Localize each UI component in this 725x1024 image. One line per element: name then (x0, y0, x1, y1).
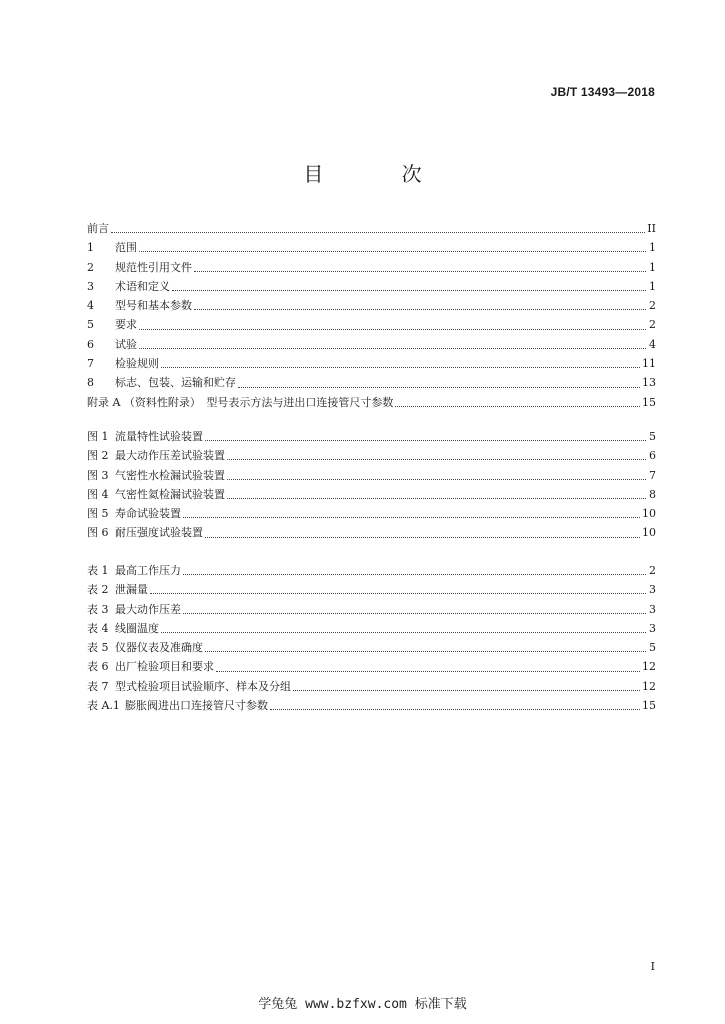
toc-entry[interactable] (87, 428, 656, 447)
page-title: 目 次 (303, 162, 458, 186)
toc-entry-page: II (647, 222, 656, 235)
toc-entry-number: 表 A.1 (87, 699, 120, 713)
toc-entry-label: 要求 (115, 318, 137, 332)
toc-entry-label: 仪器仪表及准确度 (115, 641, 203, 655)
toc-entry-label: 检验规则 (115, 357, 159, 371)
toc-entry-page: 3 (649, 602, 656, 616)
toc-entry-page: 1 (649, 260, 656, 274)
toc-entry-label: 气密性氦检漏试验装置 (115, 487, 225, 501)
toc-entry-page: 5 (649, 641, 656, 655)
toc-entry-page: 3 (649, 583, 656, 597)
toc-entry-label: 标志、包装、运输和贮存 (115, 376, 236, 390)
toc-entry-page: 12 (642, 660, 656, 674)
dot-leader (172, 290, 646, 291)
dot-leader (238, 387, 640, 388)
toc-figures-section (87, 428, 656, 544)
standard-code: JB/T 13493—2018 (550, 85, 655, 99)
dot-leader (139, 329, 646, 330)
toc-entry-number: 图 6 (87, 526, 109, 540)
dot-leader (395, 406, 640, 407)
toc-entry-page: 2 (649, 318, 656, 332)
toc-entry-label: 膨胀阀进出口连接管尺寸参数 (125, 699, 268, 713)
toc-entry-number: 1 (87, 241, 94, 255)
dot-leader (205, 651, 646, 652)
toc-entry-label: 试验 (115, 337, 137, 351)
toc-entry-page: 15 (642, 699, 656, 713)
dot-leader (194, 271, 646, 272)
dot-leader (205, 537, 640, 538)
toc-entry-number: 2 (87, 260, 94, 274)
toc-entry-number: 图 2 (87, 449, 109, 463)
toc-entry-page: 11 (642, 357, 656, 371)
dot-leader (161, 367, 640, 368)
toc-entry-label: 型号和基本参数 (115, 299, 192, 313)
toc-entry-number: 表 3 (87, 602, 109, 616)
toc-entry-number: 5 (87, 318, 94, 332)
toc-entry-number: 表 2 (87, 583, 109, 597)
toc-entry[interactable] (87, 505, 656, 524)
toc-entry-page: 10 (642, 507, 656, 521)
toc-entry-number: 7 (87, 357, 94, 371)
toc-entry-number: 表 5 (87, 641, 109, 655)
toc-entry-label: 最高工作压力 (115, 564, 181, 577)
dot-leader (161, 632, 646, 633)
toc-entry[interactable] (87, 467, 656, 486)
toc-entry-number: 3 (87, 279, 94, 293)
dot-leader (227, 498, 646, 499)
toc-entry[interactable] (87, 678, 656, 697)
toc-entry[interactable] (87, 524, 656, 543)
toc-entry[interactable] (87, 336, 656, 355)
toc-entry-label: 流量特性试验装置 (115, 430, 203, 443)
dot-leader (270, 709, 640, 710)
dot-leader (139, 251, 646, 252)
toc-entry-page: 15 (642, 395, 656, 409)
toc-entry-number: 8 (87, 376, 94, 390)
toc-entry-page: 1 (649, 241, 656, 255)
toc-entry-label: 规范性引用文件 (115, 260, 192, 274)
toc-entry[interactable] (87, 316, 656, 335)
toc-entry-number: 表 1 (87, 564, 109, 577)
toc-entry-number: 图 1 (87, 430, 109, 443)
toc-entry-label: 术语和定义 (115, 279, 170, 293)
watermark-text: 学兔兔 www.bzfxw.com 标准下载 (258, 997, 467, 1012)
toc-entry-number: 6 (87, 337, 94, 351)
toc-entry[interactable] (87, 374, 656, 393)
toc-entry-page: 12 (642, 679, 656, 693)
dot-leader (111, 232, 645, 233)
toc-entry[interactable] (87, 639, 656, 658)
toc-tables-section (87, 562, 656, 716)
toc-entry-page: 1 (649, 279, 656, 293)
toc-entry-label: 型式检验项目试验顺序、样本及分组 (115, 679, 291, 693)
dot-leader (183, 574, 646, 575)
dot-leader (183, 517, 640, 518)
toc-entry[interactable] (87, 447, 656, 466)
toc-entry-number: 图 3 (87, 468, 109, 482)
toc-entry-label: 范围 (115, 241, 137, 255)
toc-entry-label: 出厂检验项目和要求 (115, 660, 214, 674)
toc-entry[interactable] (87, 697, 656, 716)
toc-entry-number: 表 6 (87, 660, 109, 674)
toc-entry[interactable] (87, 239, 656, 258)
toc-entry-label: 寿命试验装置 (115, 507, 181, 521)
toc-entry-number: 图 5 (87, 507, 109, 521)
toc-entry-label: 泄漏量 (115, 583, 148, 597)
toc-entry[interactable] (87, 355, 656, 374)
toc-entry[interactable] (87, 620, 656, 639)
dot-leader (227, 479, 646, 480)
toc-entry-page: 6 (649, 449, 656, 463)
toc-entry-page: 10 (642, 526, 656, 540)
dot-leader (183, 613, 646, 614)
toc-entry[interactable] (87, 562, 656, 581)
toc-entry[interactable] (87, 297, 656, 316)
dot-leader (216, 671, 640, 672)
toc-entry[interactable] (87, 581, 656, 600)
dot-leader (227, 459, 646, 460)
toc-entry-label: 前言 (87, 222, 109, 235)
toc-entry-page: 7 (649, 468, 656, 482)
toc-entry[interactable] (87, 486, 656, 505)
page-number: I (650, 960, 655, 973)
toc-entry-page: 13 (642, 376, 656, 390)
toc-entry-page: 2 (649, 299, 656, 313)
toc-entry-page: 3 (649, 621, 656, 635)
toc-entry-label: 最大动作压差 (115, 602, 181, 616)
toc-main-section (87, 220, 656, 413)
toc-entry-number: 4 (87, 299, 94, 313)
toc-entry-number: 表 4 (87, 621, 109, 635)
toc-entry[interactable] (87, 278, 656, 297)
toc-entry-number: 表 7 (87, 679, 109, 693)
toc-entry-label: 耐压强度试验装置 (115, 526, 203, 540)
dot-leader (194, 309, 646, 310)
toc-entry-page: 8 (649, 487, 656, 501)
dot-leader (205, 440, 646, 441)
toc-entry[interactable] (87, 658, 656, 677)
toc-entry[interactable] (87, 601, 656, 620)
dot-leader (293, 690, 640, 691)
toc-entry-label: 线圈温度 (115, 621, 159, 635)
toc-entry-label: 气密性水检漏试验装置 (115, 468, 225, 482)
toc-entry-page: 4 (649, 337, 656, 351)
dot-leader (150, 593, 646, 594)
toc-entry[interactable] (87, 259, 656, 278)
toc-entry-label: 最大动作压差试验装置 (115, 449, 225, 463)
toc-entry-number: 图 4 (87, 487, 109, 501)
toc-entry-label: 附录 A （资料性附录） 型号表示方法与进出口连接管尺寸参数 (87, 395, 394, 409)
toc-entry-page: 5 (649, 430, 656, 443)
toc-entry[interactable] (87, 394, 656, 413)
toc-entry[interactable] (87, 220, 656, 239)
dot-leader (139, 348, 646, 349)
toc-entry-page: 2 (649, 564, 656, 577)
